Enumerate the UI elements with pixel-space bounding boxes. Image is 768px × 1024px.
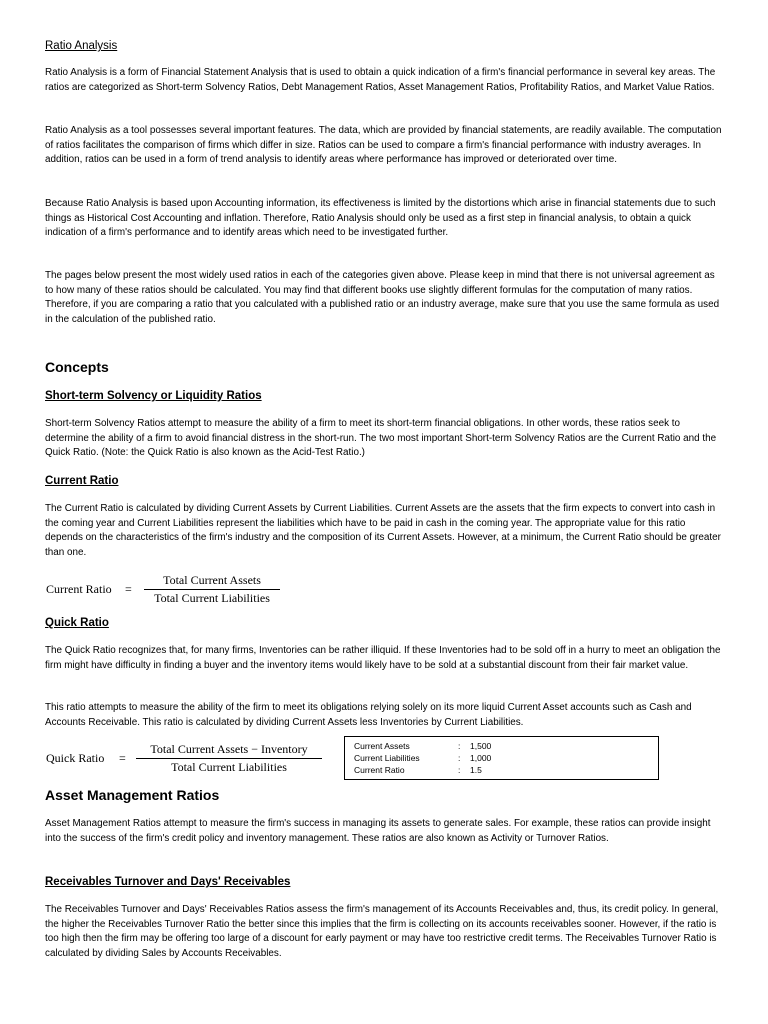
paragraph: The Current Ratio is calculated by dividing Current Assets by Current Liabilities. Current Assets are the assets that the firm expects to convert into cash in the coming year and Current Liabilities represent the liabilities which have to be paid in cash in the coming year. The appropriate value for this ratio depends on the characteristics of the firm's industry and the composition of its Current Assets. However, at a minimum, the Current Ratio should be greater than one.	[45, 503, 721, 558]
formula-numerator: Total Current Assets	[163, 573, 261, 587]
paragraph: The Quick Ratio recognizes that, for many firms, Inventories can be rather illiquid. If these Inventories had to be sold off in a hurry to meet an obligation the firm might have difficulty in finding a buyer and the inventory items would likely have to be sold at a substantial discount from their fair market value.	[45, 645, 721, 671]
paragraph: This ratio attempts to measure the ability of the firm to meet its obligations relying solely on its more liquid Current Asset accounts such as Cash and Accounts Receivable. This ratio is calculated by dividing Current Assets less Inventories by Current Liabilities.	[45, 702, 692, 728]
example-value: 1.5	[470, 765, 482, 775]
example-separator: :	[458, 741, 461, 751]
paragraph: Because Ratio Analysis is based upon Accounting information, its effectiveness is limited by the distortions which arise in financial statements due to such things as Historical Cost Accounting and inflation. Therefore, Ratio Analysis should only be used as a first step in financial analysis, to obtain a quick indication of a firm's performance and to identify areas which need to be investigated further.	[45, 198, 716, 239]
section-heading-concepts: Concepts	[45, 359, 109, 375]
subsection-heading-short-term-solvency: Short-term Solvency or Liquidity Ratios	[45, 390, 262, 402]
section-heading-asset-management: Asset Management Ratios	[45, 787, 220, 803]
paragraph: Short-term Solvency Ratios attempt to measure the ability of a firm to meet its short-term financial obligations. In other words, these ratios seek to determine the ability of a firm to avoid financial distress in the short-run. The two most important Short-term Solvency Ratios are the Current Ratio and the Quick Ratio. (Note: the Quick Ratio is also known as the Acid-Test Ratio.)	[45, 418, 717, 459]
example-label: Current Ratio	[354, 765, 405, 775]
formula-denominator: Total Current Liabilities	[154, 591, 270, 605]
section-heading-ratio-analysis: Ratio Analysis	[45, 40, 118, 52]
subsection-heading-quick-ratio: Quick Ratio	[45, 617, 109, 629]
example-label: Current Liabilities	[354, 753, 420, 763]
subsection-heading-receivables: Receivables Turnover and Days' Receivables	[45, 876, 291, 888]
example-label: Current Assets	[354, 741, 410, 751]
paragraph: Asset Management Ratios attempt to measure the firm's success in managing its assets to generate sales. For example, these ratios can provide insight into the success of the firm's credit policy and inventory management. These ratios are also known as Activity or Turnover Ratios.	[45, 818, 711, 844]
example-value: 1,000	[470, 753, 492, 763]
formula-equals: =	[125, 582, 132, 596]
paragraph: Ratio Analysis is a form of Financial Statement Analysis that is used to obtain a quick indication of a firm's financial performance in several key areas. The ratios are categorized as Short-term Solvency Ratios, Debt Management Ratios, Asset Management Ratios, Profitability Ratios, and Market Value Ratios.	[45, 67, 716, 93]
formula-fraction	[136, 742, 322, 775]
formula-denominator: Total Current Liabilities	[171, 760, 287, 774]
subsection-heading-current-ratio: Current Ratio	[45, 475, 119, 487]
paragraph: Ratio Analysis as a tool possesses several important features. The data, which are provided by financial statements, are readily available. The computation of ratios facilitates the comparison of firms which differ in size. Ratios can be used to compare a firm's financial performance with industry averages. In addition, ratios can be used in a form of trend analysis to identify areas where performance has improved or deteriorated over time.	[45, 125, 722, 166]
example-separator: :	[458, 765, 461, 775]
fraction-bar	[144, 589, 280, 590]
formula-lhs: Quick Ratio	[46, 751, 105, 765]
fraction-bar	[136, 758, 322, 759]
paragraph: The Receivables Turnover and Days' Receivables Ratios assess the firm's management of its Accounts Receivables and, thus, its credit policy. In general, the higher the Receivables Turnover Ratio the better since this implies that the firm is collecting on its accounts receivables sooner. However, if the ratio is too high then the firm may be offering too large of a discount for early payment or may have too restrictive credit terms. The Receivables Turnover Ratio is calculated by dividing Sales by Accounts Receivables.	[45, 904, 719, 959]
formula-equals: =	[119, 751, 126, 765]
example-value: 1,500	[470, 741, 492, 751]
formula-fraction	[144, 573, 280, 606]
formula-numerator: Total Current Assets − Inventory	[150, 742, 308, 756]
paragraph: The pages below present the most widely used ratios in each of the categories given above. Please keep in mind that there is not universal agreement as to how many of these ratios should be calculated. You may find that different books use slightly different formulas for the computation of many ratios. Therefore, if you are comparing a ratio that you calculated with a published ratio or an industry average, make sure that you use the same formula as used in the calculation of the published ratio.	[45, 270, 720, 325]
example-separator: :	[458, 753, 461, 763]
formula-lhs: Current Ratio	[46, 582, 112, 596]
example-values-box	[344, 736, 659, 780]
